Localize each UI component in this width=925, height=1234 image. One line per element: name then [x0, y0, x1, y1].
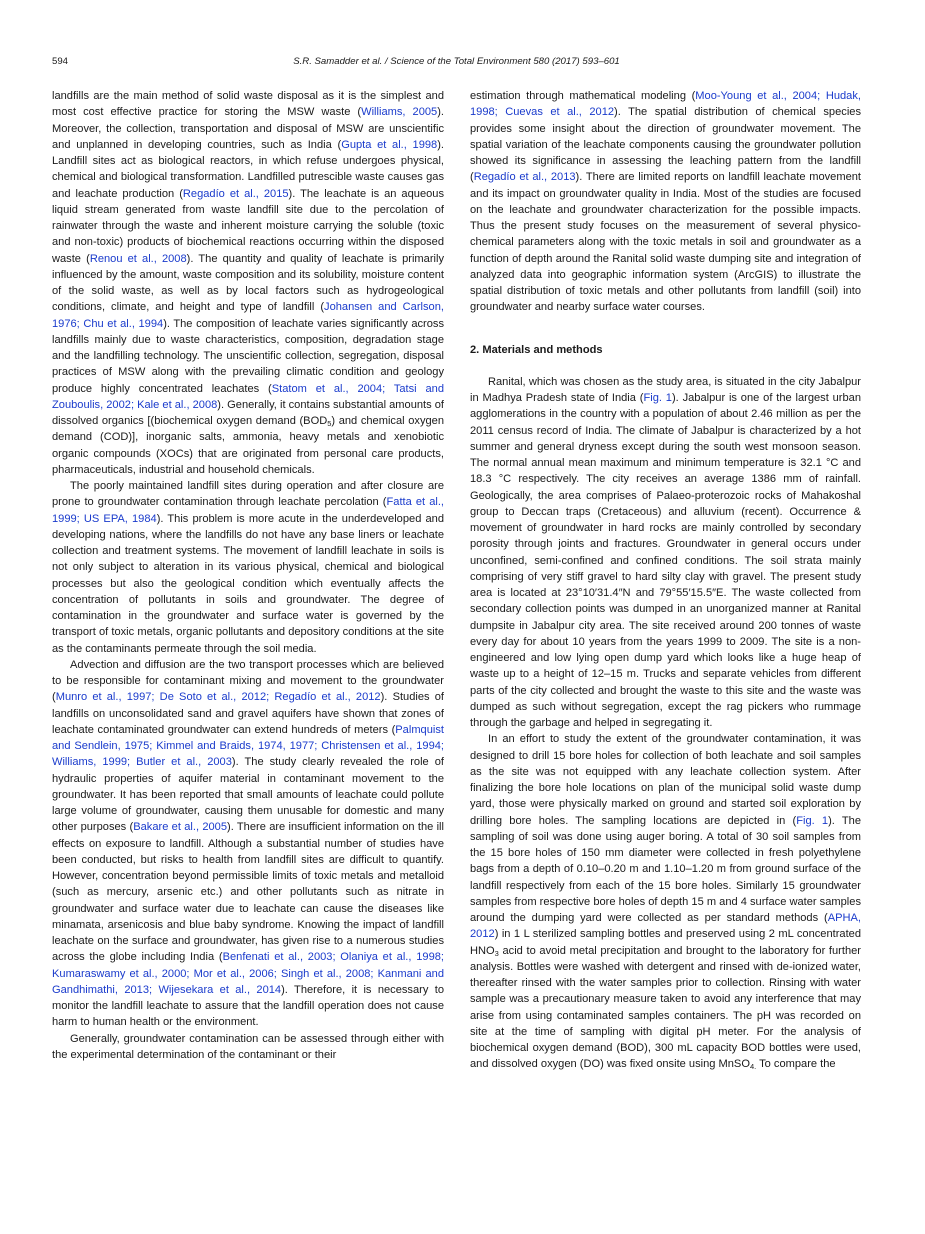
paragraph-text: Generally, groundwater contamination can be assessed through either with the experimental determination of the contaminant or their: [52, 1032, 444, 1061]
paragraph-text: ). This problem is more acute in the underdeveloped and developing nations, where the landfills do not have any base liners or leachate collection and treatment systems. The movement of landfill leachate in soils is not only subject to alteration in its various physical, chemical and biological processes but also the geological condition which eventually affects the concentration of pollutants in soils and groundwater. The degree of contamination in the groundwater and surface water is governed by the transport of toxic metals, organic pollutants and depository conditions at the site as the contaminants permeate through the soil media.: [52, 512, 444, 655]
paragraph-text: ). Landfill sites act as biological reactors, in which refuse undergoes physical, chemical and biological transformation. Landfilled putrescible waste causes gas and leachate production (: [52, 138, 444, 200]
left-column: [52, 88, 444, 1063]
citation-link[interactable]: Fatta et al., 1999; US EPA, 1984: [52, 496, 444, 525]
citation-link[interactable]: Williams, 2005: [361, 106, 438, 119]
body-paragraph: [470, 374, 861, 732]
paragraph-text: ). Therefore, it is necessary to monitor the landfill leachate to assure that the landfill operation does not cause harm to human health or the environment.: [52, 983, 444, 1029]
citation-link[interactable]: Fig. 1: [643, 392, 672, 404]
body-paragraph: [52, 478, 444, 657]
citation-link[interactable]: Johansen and Carlson, 1976; Chu et al., 1994: [52, 301, 444, 330]
section-heading-materials-methods: 2. Materials and methods: [470, 343, 603, 356]
paragraph-text: To compare the: [756, 1058, 836, 1071]
subscript: 4.: [749, 1062, 757, 1072]
body-paragraph: [470, 731, 861, 1072]
paragraph-text: ). The study clearly revealed the role of hydraulic properties of aquifer material in contaminant movement to the groundwater. It has been reported that small amounts of leachate could pollute large volume of groundwater, causing them unusable for domestic and many other purposes (: [52, 756, 444, 834]
citation-link[interactable]: Bakare et al., 2005: [133, 821, 228, 834]
citation-link[interactable]: Regadío et al., 2015: [182, 187, 289, 200]
right-column: [470, 88, 861, 1073]
paragraph-text: ). The composition of leachate varies significantly across landfills mainly due to waste characteristics, composition, degradation stage and the landfilling technology. The unscientific collection, segregation, disposal practices of MSW along with the prevailing climatic condition and geology produce highly concentrated leachates (: [52, 317, 445, 395]
paragraph-text: ). There are limited reports on landfill leachate movement and its impact on groundwater quality in India. Most of the studies are focused on the leachate and groundwater characterization for the possible impacts. Thus the present study focuses on the measurement of several physico-chemical parameters along with the toxic metals in soil and groundwater as a function of depth around the Ranital solid waste dumping site and integration of analyzed data into geographic information system (ArcGIS) to illustrate the spatial distribution of toxic metals and other pollutants from landfill (soil) into groundwater and nearby surface water courses.: [470, 171, 862, 314]
citation-link[interactable]: Palmquist and Sendlein, 1975; Kimmel and Braids, 1974, 1977; Christensen et al., 1994; Williams, 1999; Butler et al., 2003: [52, 723, 444, 769]
paragraph-text: estimation through mathematical modeling (: [470, 90, 696, 102]
page-header: [52, 56, 861, 70]
paragraph-text: The poorly maintained landfill sites during operation and after closure are prone to groundwater contamination through leachate percolation (: [52, 480, 444, 509]
citation-link[interactable]: Gupta et al., 1998: [341, 138, 438, 151]
subscript: 5: [327, 419, 332, 428]
paragraph-text: ). The leachate is an aqueous liquid stream generated from waste landfill site due to the percolation of rainwater through the waste and inherent moisture carrying the soluble (toxic and non-toxic) products of biochemical reactions occurring within the disposed waste (: [52, 187, 444, 265]
paragraph-text: ). The quantity and quality of leachate is primarily influenced by the amount, waste composition and its solubility, moisture content of the solid waste, as well as by local factors such as hydrogeological conditions, climate, and height and type of landfill (: [52, 252, 444, 314]
paragraph-text: In an effort to study the extent of the groundwater contamination, it was designed to drill 15 bore holes for collection of both leachate and soil samples as the site was not equipped with any leachate collection system. After finalizing the bore hole locations on plan of the municipal solid waste dump yard, those were physically marked on ground and started soil exploration by drilling bore holes. The sampling locations are depicted in (: [470, 733, 861, 827]
body-paragraph: [52, 88, 444, 478]
citation-link[interactable]: Munro et al., 1997; De Soto et al., 2012; Regadío et al., 2012: [55, 691, 381, 704]
paragraph-text: landfills are the main method of solid waste disposal as it is the simplest and most cost effective practice for storing the MSW waste (: [52, 90, 444, 119]
paragraph-text: Ranital, which was chosen as the study area, is situated in the city Jabalpur in Madhya Pradesh state of India (: [470, 375, 861, 404]
paragraph-text: ). There are insufficient information on the ill effects on exposure to landfill. Although a substantial number of studies have been conducted, but risks to health from landfill sites are difficult to quantify. However, concentration beyond permissible limits of toxic metals and metalloid (such as mercury, arsenic etc.) and other pollutants such as nitrate in groundwater and surface water due to leachate can cause the diseases like minamata, arsenicosis and blue baby syndrome. Knowing the impact of landfill leachate on the surface and groundwater, has given rise to a numerous studies across the globe including India (: [52, 821, 444, 964]
body-paragraph: [470, 88, 861, 316]
paragraph-text: ). Studies of landfills on unconsolidated sand and gravel aquifers have shown that zones of leachate contaminated groundwater can extend hundreds of meters (: [52, 691, 444, 736]
citation-link[interactable]: Regadío et al., 2013: [473, 171, 576, 184]
citation-link[interactable]: Benfenati et al., 2003; Olaniya et al., 1998; Kumaraswamy et al., 2000; Mor et al., 2006; Singh et al., 2008; Kanmani and Gandhimathi, 2013; Wijesekara et al., 2014: [52, 951, 444, 996]
body-paragraph: [52, 657, 444, 1031]
paragraph-text: ) in 1 L sterilized sampling bottles and preserved using 2 mL concentrated HNO: [470, 928, 861, 957]
page-number: 594: [52, 56, 69, 67]
paragraph-text: ). The sampling of soil was done using auger boring. A total of 30 soil samples from the 15 bore holes of 150 mm diameter were collected in fresh polyethylene bags from a depth of 0.10–0.20 m and 1.10–1.20 m from ground surface of the landfill respectively from each of the 15 bore holes. Similarly 15 groundwater samples from respective bore holes of depth 15 m and 4 surface water samples around the dumping yard were collected as per standard methods (: [470, 814, 862, 924]
paragraph-text: acid to avoid metal precipitation and brought to the laboratory for further analysis. Bottles were washed with detergent and rinsed with de-ionized water, thereafter rinsed with the water samples prior to collection. Rinsing with water sample was a precautionary measure taken to avoid any interference that may arise from using contaminated samples containers. The pH was recorded on site at the time of sampling with digital pH meter. For the analysis of biochemical oxygen demand (BOD), 300 mL capacity BOD bottles were used, and dissolved oxygen (DO) was fixed onsite using MnSO: [470, 944, 861, 1071]
paragraph-text: ). Generally, it contains substantial amounts of dissolved organics [(biochemical oxygen demand (BOD: [52, 398, 445, 427]
citation-link[interactable]: Moo-Young et al., 2004; Hudak, 1998; Cuevas et al., 2012: [470, 90, 861, 119]
paragraph-text: ). Jabalpur is one of the largest urban agglomerations in the country with a population of about 2.46 million as per the 2011 census record of India. The climate of Jabalpur is characterized by a hot summer and general dryness except during the south west monsoon season. The normal annual mean maximum and minimum temperature is 32.1 °C and 18.3 °C respectively. The city receives an average 1386 mm of rainfall. Geologically, the area comprises of Palaeo-proterozoic rocks of Mahakoshal group to Deccan traps (Cretaceous) and alluvium (recent). Occurrence & movement of groundwater in hard rocks are mainly controlled by secondary porosity through joints and fractures. Groundwater in general occurs under unconfined, semi-confined and confined conditions. The soil strata mainly comprising of very stiff gravel to hard silty clay with gravel. The present study area is located at 23°10′31.4″N and 79°55′15.5″E. The waste collected from secondary collection points was dumped in an unorganized manner at Ranital dumpsite in Jabalpur city area. The site received around 200 tonnes of waste every day for about 10 years from the years 1999 to 2009. The site is a non-engineered and low lying open dump yard which looks like a huge heap of waste up to a height of 12–15 m. Trucks and separate vehicles from different parts of the city collected and brought the waste to this site and the waste was dumped as such without segregation, except the rag pickers who rummage through the garbage and helped in segregating it.: [470, 392, 861, 729]
paragraph-text: Advection and diffusion are the two transport processes which are believed to be responsible for contaminant mixing and movement to the groundwater (: [52, 658, 444, 704]
paragraph-text: ). Moreover, the collection, transportation and disposal of MSW are unscientific and unplanned in developing countries, such as India (: [52, 106, 444, 151]
subscript: 3: [494, 948, 499, 958]
paragraph-text: ). The spatial distribution of chemical species provides some insight about the direction of groundwater movement. The spatial variation of the leachate components causing the groundwater pollution showed its significance in assessing the leaching pattern from the landfill (: [470, 106, 861, 184]
body-paragraph: [52, 1031, 444, 1064]
citation-link[interactable]: Statom et al., 2004; Tatsi and Zouboulis, 2002; Kale et al., 2008: [52, 382, 444, 411]
citation-link[interactable]: APHA, 2012: [470, 912, 861, 941]
paragraph-text: ) and chemical oxygen demand (COD)], inorganic salts, ammonia, heavy metals and xenobiotic organic compounds (XOCs) that are originated from personal care products, pharmaceuticals, industrial and household chemicals.: [52, 415, 445, 476]
citation-link[interactable]: Renou et al., 2008: [89, 252, 187, 265]
citation-link[interactable]: Fig. 1: [796, 814, 829, 827]
running-title: S.R. Samadder et al. / Science of the Total Environment 580 (2017) 593–601: [293, 56, 620, 67]
